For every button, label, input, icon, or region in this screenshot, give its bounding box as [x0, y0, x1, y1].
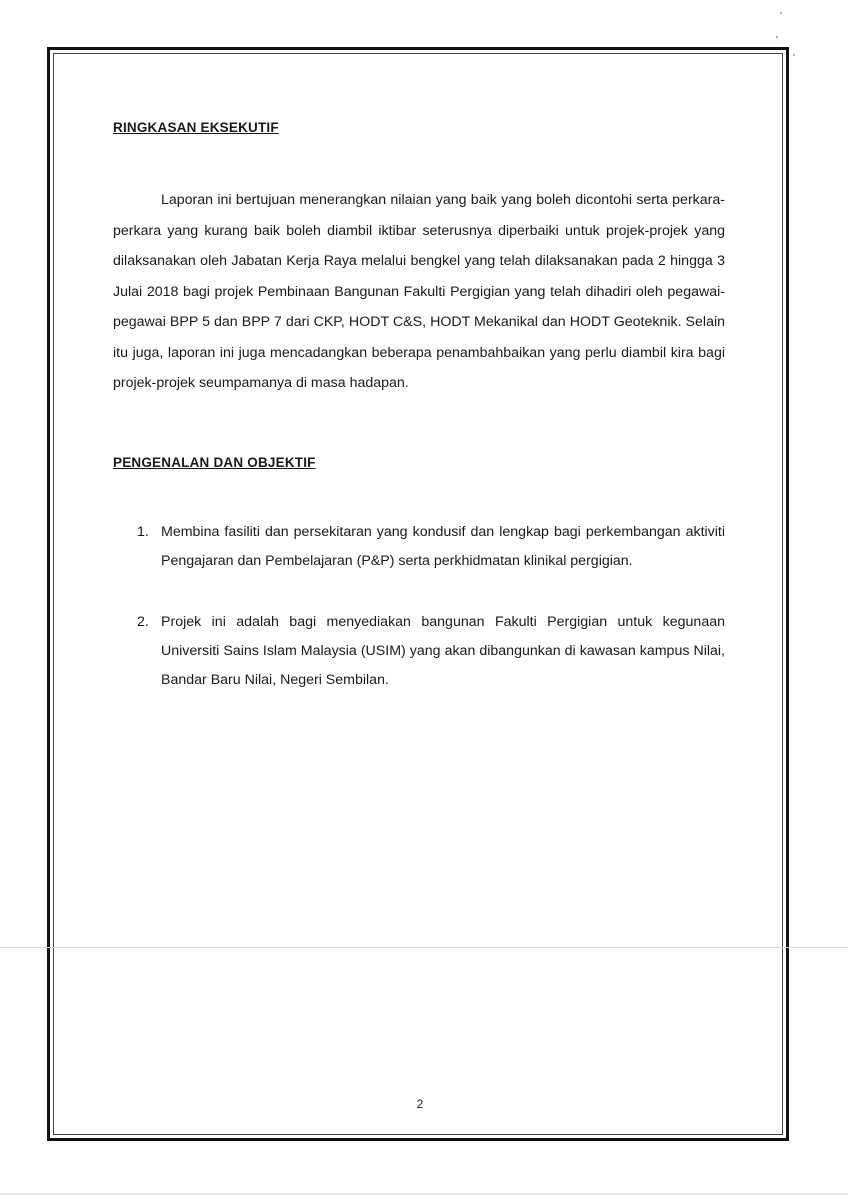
- objective-item-1: [137, 518, 725, 576]
- objective-item-2: [137, 608, 725, 695]
- scan-edge-line: [0, 1193, 848, 1195]
- objective-text: Projek ini adalah bagi menyediakan bangunan Fakulti Pergigian untuk kegunaan Universiti Sains Islam Malaysia (USIM) yang akan dibangunkan di kawasan kampus Nilai, Bandar Baru Nilai, Negeri Sembilan.: [161, 614, 725, 688]
- executive-summary-text: Laporan ini bertujuan menerangkan nilaian yang baik yang boleh dicontohi serta perkara-perkara yang kurang baik boleh diambil iktibar seterusnya diperbaiki untuk projek-projek yang dilaksanakan oleh Jabatan Kerja Raya melalui bengkel yang telah dilaksanakan pada 2 hingga 3 Julai 2018 bagi projek Pembinaan Bangunan Fakulti Pergigian yang telah dihadiri oleh pegawai-pegawai BPP 5 dan BPP 7 dari CKP, HODT C&S, HODT Mekanikal dan HODT Geoteknik. Selain itu juga, laporan ini juga mencadangkan beberapa penambahbaikan yang perlu diambil kira bagi projek-projek seumpamanya di masa hadapan.: [113, 192, 725, 391]
- objective-number: 2.: [137, 614, 149, 630]
- objective-number: 1.: [137, 524, 149, 540]
- objective-text: Membina fasiliti dan persekitaran yang kondusif dan lengkap bagi perkembangan aktiviti Pengajaran dan Pembelajaran (P&P) serta perkhidmatan klinikal pergigian.: [161, 524, 725, 569]
- scan-speck: [793, 54, 795, 56]
- scan-speck: [780, 12, 782, 14]
- section-heading-executive-summary: RINGKASAN EKSEKUTIF: [113, 120, 279, 135]
- executive-summary-paragraph: [113, 185, 725, 399]
- page-number: 2: [416, 1097, 424, 1111]
- scan-speck: [776, 36, 778, 38]
- section-heading-introduction-objectives: PENGENALAN DAN OBJEKTIF: [113, 455, 316, 470]
- scan-fold-line: [0, 947, 848, 948]
